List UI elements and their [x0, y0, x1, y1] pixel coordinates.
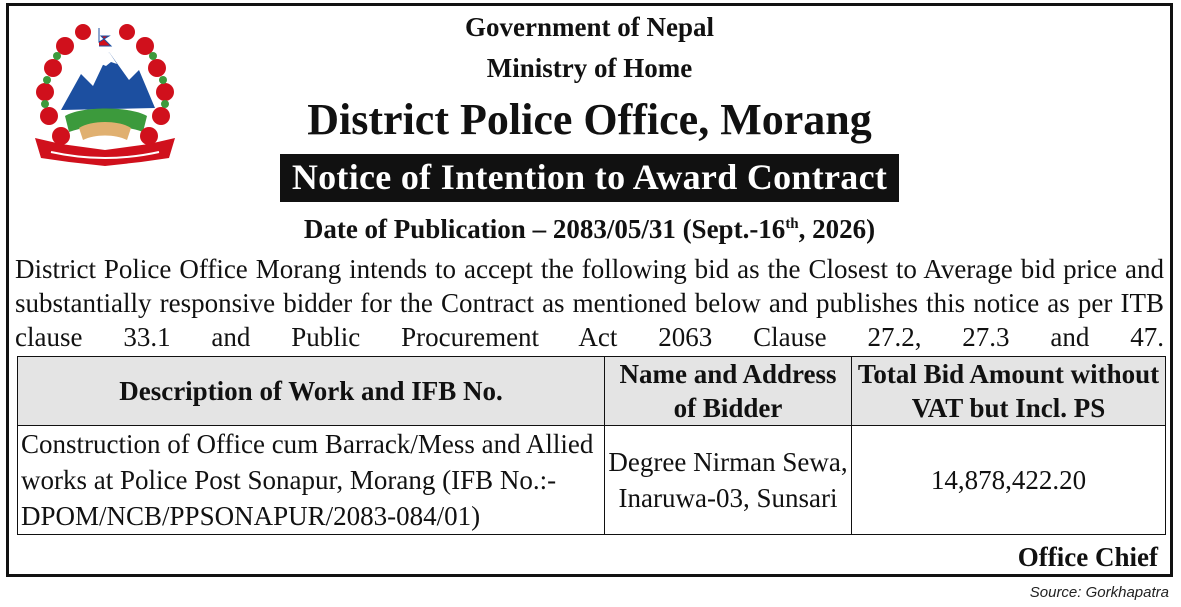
government-heading: Government of Nepal [465, 12, 714, 42]
cell-amount: 14,878,422.20 [852, 426, 1166, 535]
table-row [18, 426, 1166, 535]
publication-date-ordinal: th [785, 216, 799, 232]
bid-table [17, 356, 1166, 535]
ministry-heading: Ministry of Home [486, 53, 693, 83]
col-header-description: Description of Work and IFB No. [18, 357, 605, 426]
signer-title: Office Chief [1017, 542, 1158, 572]
col-header-bidder: Name and Address of Bidder [605, 357, 852, 426]
notice-title: Notice of Intention to Award Contract [280, 154, 899, 202]
publication-date-prefix: Date of Publication – 2083/05/31 (Sept.-16 [303, 214, 786, 244]
publication-date-suffix: , 2026) [798, 214, 876, 244]
source-credit: Source: Gorkhapatra [1029, 584, 1169, 601]
notice-body: District Police Office Morang intends to accept the following bid as the Closest to Average bid price and substantially responsive bidder for the Contract as mentioned below and publishes this notice as per ITB clause 33.1 and Public Procurement Act 2063 Clause 27.2, 27.3 and 47. [15, 254, 1164, 352]
notice-title-wrapper [9, 154, 1170, 202]
publication-date [9, 214, 1170, 245]
cell-bidder: Degree Nirman Sewa, Inaruwa-03, Sunsari [605, 426, 852, 535]
col-header-amount: Total Bid Amount without VAT but Incl. PS [852, 357, 1166, 426]
office-heading: District Police Office, Morang [307, 95, 872, 144]
cell-description: Construction of Office cum Barrack/Mess and Allied works at Police Post Sonapur, Morang (IFB No.:- DPOM/NCB/PPSONAPUR/2083-084/01) [18, 426, 605, 535]
notice-frame [6, 3, 1173, 577]
table-header-row [18, 357, 1166, 426]
